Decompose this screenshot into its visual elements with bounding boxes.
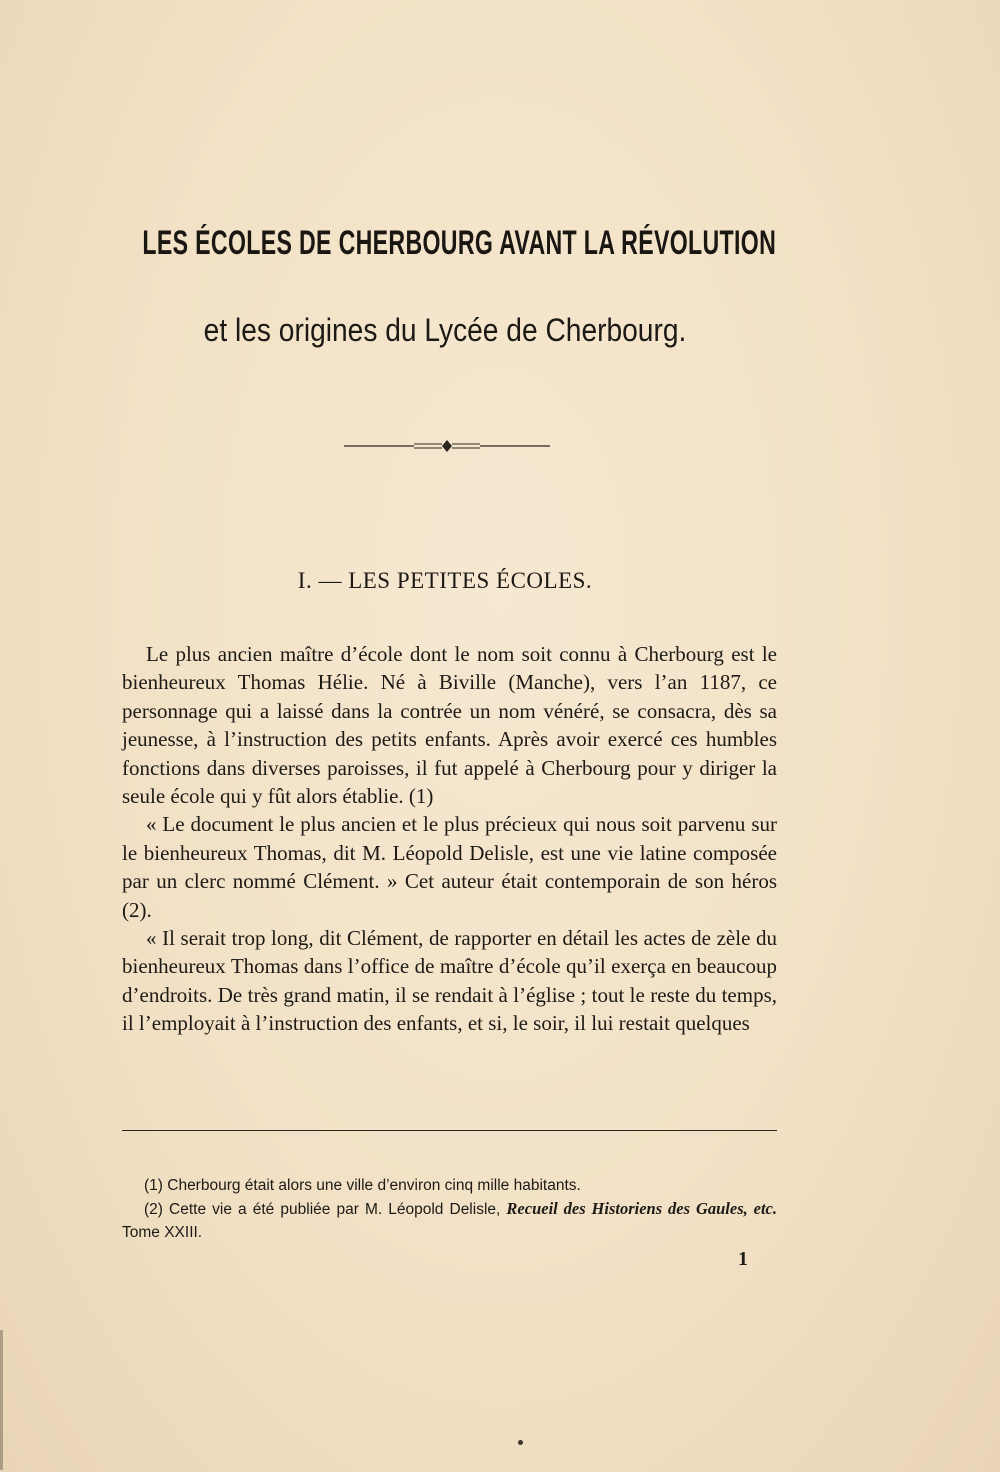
body-text [122, 640, 777, 1038]
footnote-divider [122, 1130, 777, 1131]
print-dot-icon [518, 1440, 523, 1445]
footnote-2 [122, 1197, 777, 1244]
footnote-1: (1) Cherbourg était alors une ville d’environ cinq mille habitants. [144, 1177, 581, 1194]
footnote-2-volume: Tome XXIII. [122, 1224, 203, 1241]
ornament-divider-icon [344, 438, 550, 454]
paragraph: Le plus ancien maître d’école dont le nom soit connu à Cherbourg est le bienheureux Thomas Hélie. Né à Biville (Manche), vers l’an 1187, ce personnage qui a laissé dans la contrée un nom vénéré, se consacra, dès sa jeunesse, à l’instruction des petits enfants. Après avoir exercé ces humbles fonctions dans diverses paroisses, il fut appelé à Cherbourg pour y diriger la seule école qui y fût alors établie. (1) [122, 642, 777, 809]
page-subtitle: et les origines du Lycée de Cherbourg. [203, 312, 687, 348]
signature-mark: 1 [738, 1248, 748, 1270]
page-edge-shadow [0, 1330, 3, 1470]
footnote-2-title: Recueil des Historiens des Gaules, etc. [506, 1199, 777, 1218]
page-title: LES ÉCOLES DE CHERBOURG AVANT LA RÉVOLUTION [142, 224, 777, 262]
footnote-2-text: (2) Cette vie a été publiée par M. Léopold Delisle, [144, 1201, 501, 1218]
paragraph: « Le document le plus ancien et le plus précieux qui nous soit parvenu sur le bienheureux Thomas, dit M. Léopold Delisle, est une vie latine composée par un clerc nommé Clément. » Cet auteur était contemporain de son héros (2). [122, 812, 777, 922]
section-heading: I. — LES PETITES ÉCOLES. [297, 568, 593, 593]
footnotes [122, 1174, 777, 1244]
paragraph: « Il serait trop long, dit Clément, de rapporter en détail les actes de zèle du bienheureux Thomas dans l’office de maître d’école qu’il exerça en beaucoup d’endroits. De très grand matin, il se rendait à l’église ; tout le reste du temps, il l’employait à l’instruction des enfants, et si, le soir, il lui restait quelques [122, 926, 777, 1036]
